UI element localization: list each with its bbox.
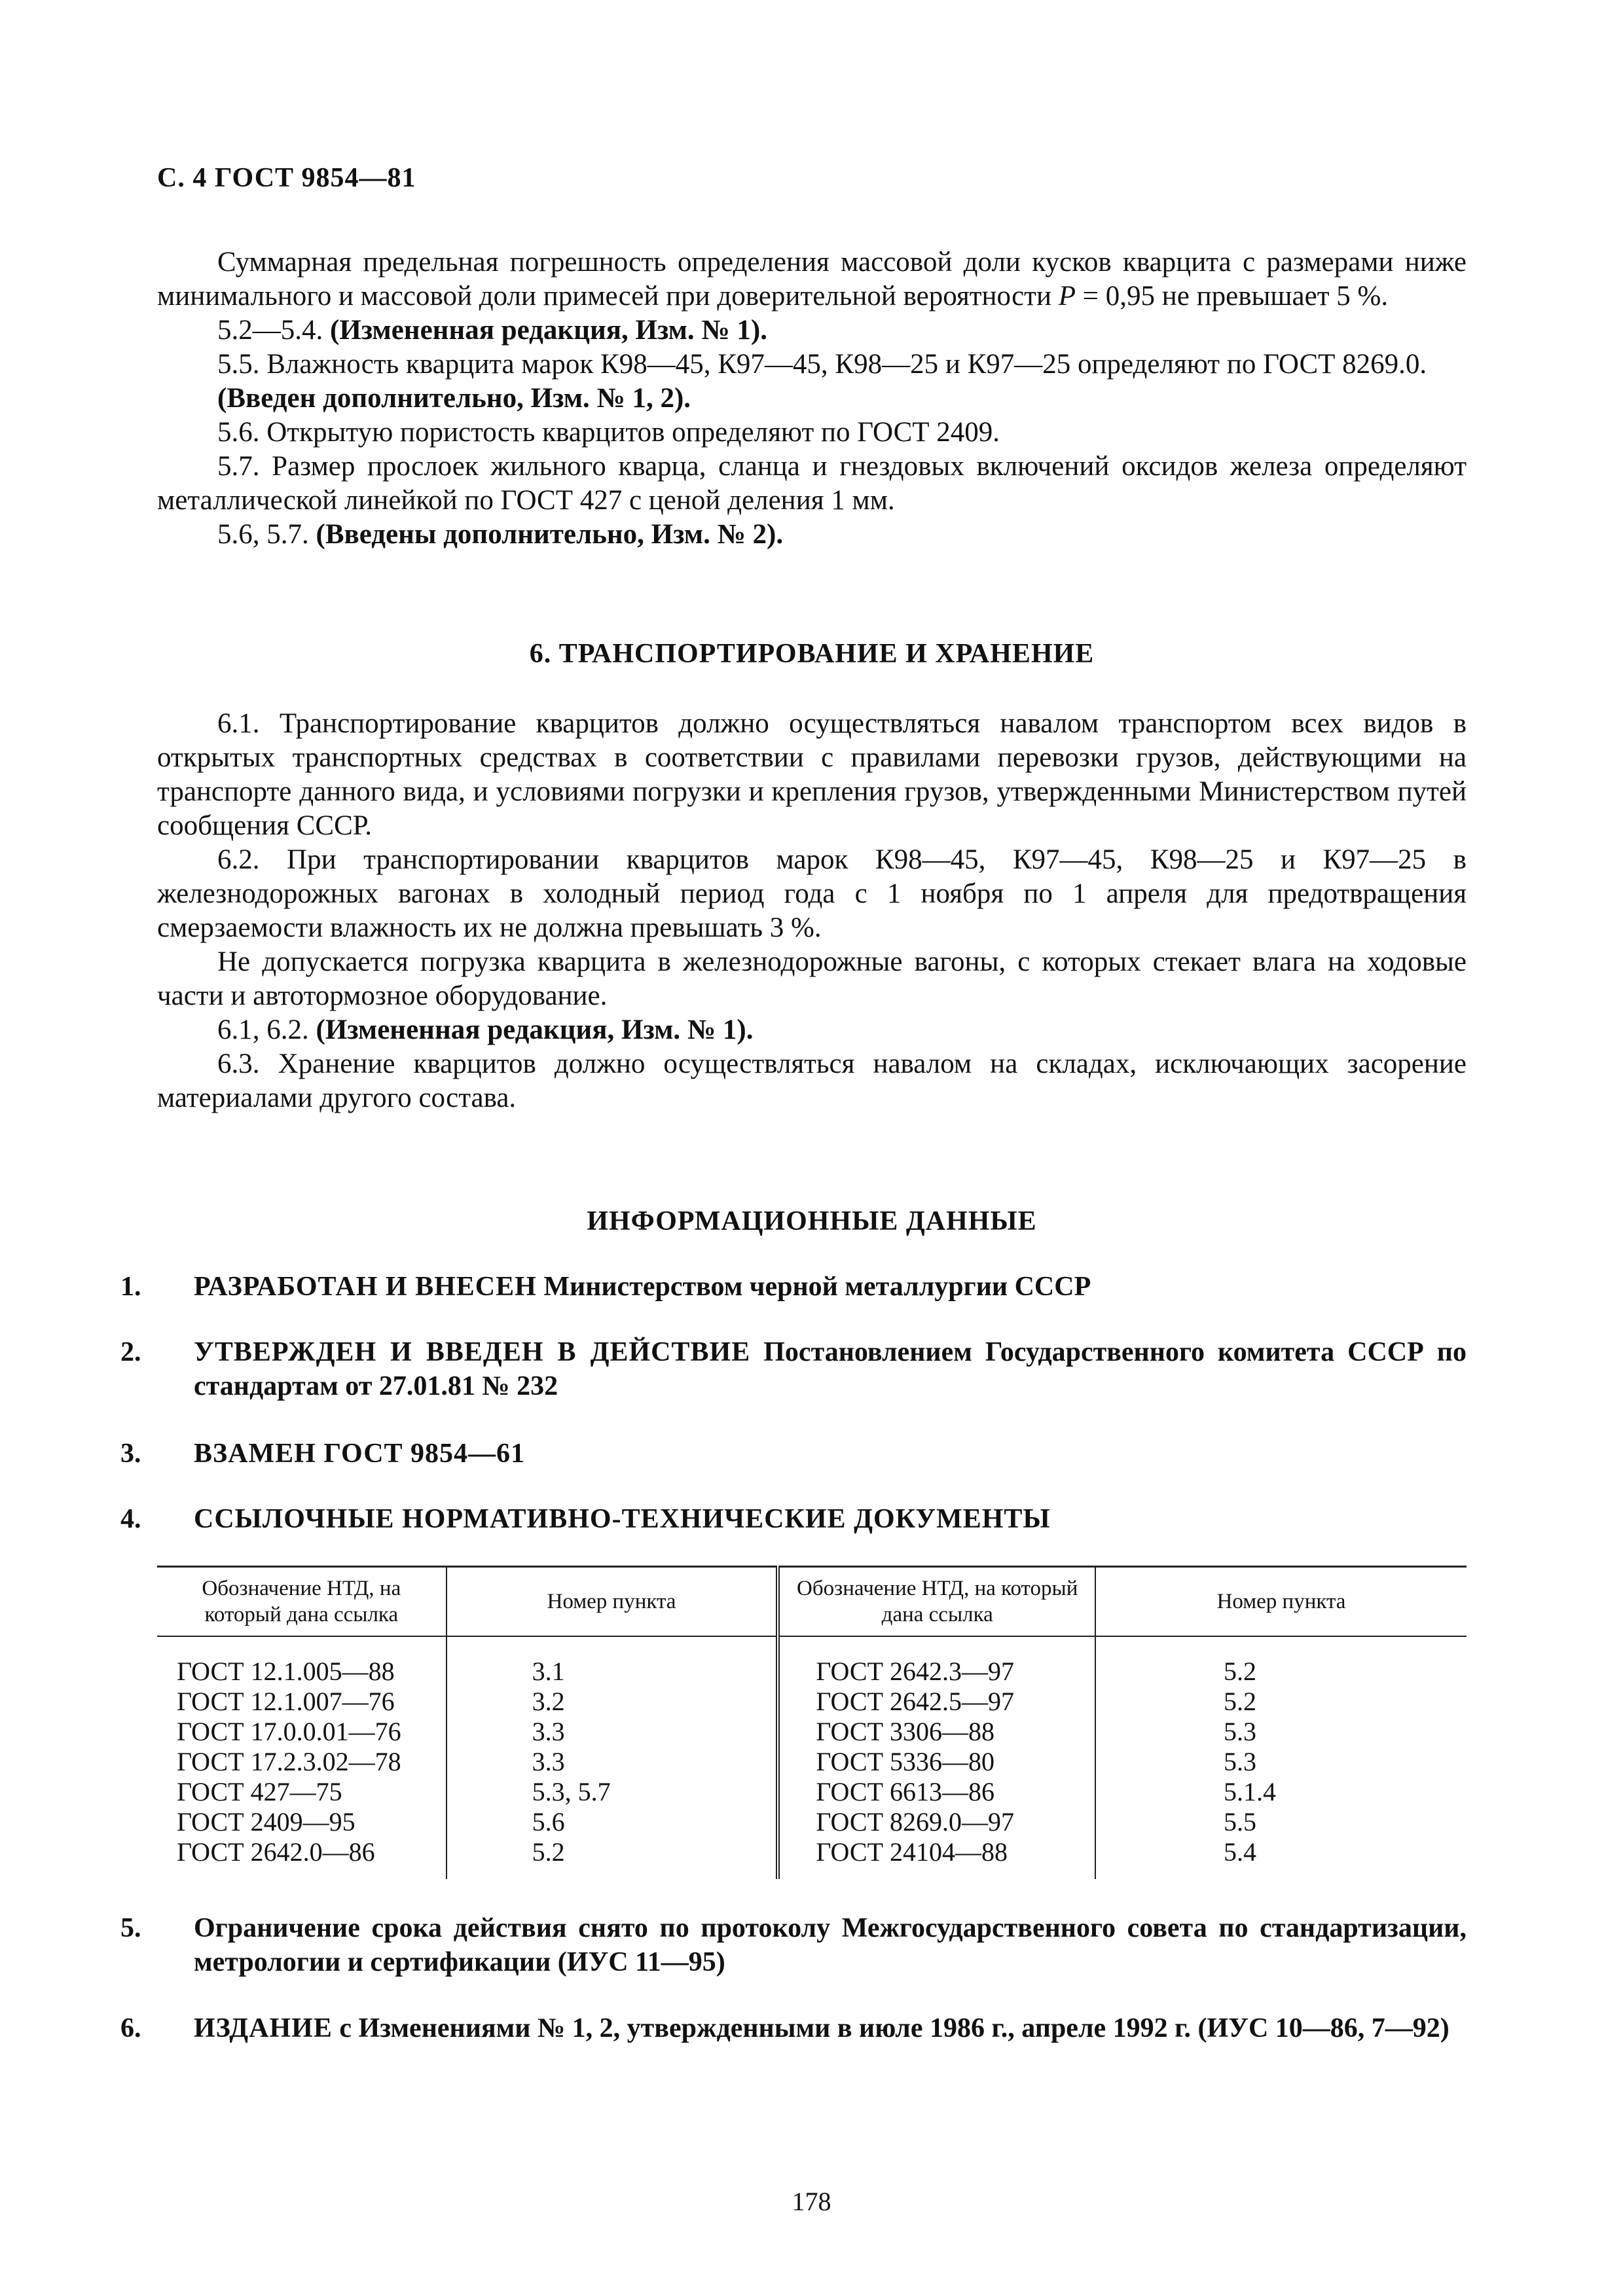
paragraph-5-7: 5.7. Размер прослоек жильного кварца, сланца и гнездовых включений оксидов железа определяют металлической линейкой по ГОСТ 427 с ценой деления 1 мм. xyxy=(157,451,1467,516)
header-doc-right: Обозначение НТД, на который дана ссылка xyxy=(778,1567,1095,1637)
info-item-6 xyxy=(120,2011,1467,2045)
running-header: С. 4 ГОСТ 9854—81 xyxy=(157,163,416,193)
paragraph-5-6: 5.6. Открытую пористость кварцитов определяют по ГОСТ 2409. xyxy=(217,417,1000,448)
left-items-cell: 3.1 3.2 3.3 3.3 5.3, 5.7 5.6 5.2 xyxy=(447,1636,778,1879)
item-text: ВЗАМЕН ГОСТ 9854—61 xyxy=(194,1439,526,1469)
item-number: 3. xyxy=(120,1439,141,1469)
clause-ref: 5.2—5.4. xyxy=(217,315,330,346)
header-item-left: Номер пункта xyxy=(447,1567,778,1637)
table-header-row xyxy=(157,1567,1467,1637)
section-5-body xyxy=(157,245,1467,552)
item-text: Министерством черной металлургии СССР xyxy=(536,1272,1091,1302)
clause-ref: 6.1, 6.2. xyxy=(217,1014,316,1045)
item-number: 6. xyxy=(120,2013,141,2043)
item-number: 5. xyxy=(120,1913,141,1943)
variable-p: P xyxy=(1058,281,1076,312)
page-number: 178 xyxy=(792,2187,831,2216)
text-run: = 0,95 не превышает 5 %. xyxy=(1076,281,1389,312)
paragraph-error-limit xyxy=(157,245,1467,314)
text-run: Суммарная предельная погрешность определения массовой доли кусков кварцита с размерами ниже минимального и массовой доли примесей при доверительной вероятности xyxy=(157,247,1467,312)
info-item-1 xyxy=(120,1270,1467,1304)
info-item-5 xyxy=(120,1911,1467,1979)
section-6-body xyxy=(157,707,1467,1115)
paragraph-6-3: 6.3. Хранение кварцитов должно осуществляться навалом на складах, исключающих засорение материалами другого состава. xyxy=(157,1049,1467,1113)
paragraph-5-5: 5.5. Влажность кварцита марок К98—45, К97—45, К98—25 и К97—25 определяют по ГОСТ 8269.0. xyxy=(217,349,1427,380)
item-caption: РАЗРАБОТАН И ВНЕСЕН xyxy=(194,1272,537,1302)
clause-ref: 5.6, 5.7. xyxy=(217,519,316,550)
right-docs-cell: ГОСТ 2642.3—97 ГОСТ 2642.5—97 ГОСТ 3306—88 ГОСТ 5336—80 ГОСТ 6613—86 ГОСТ 8269.0—97 ГОСТ 24104—88 xyxy=(778,1636,1095,1879)
references-table xyxy=(157,1566,1467,1879)
item-caption: ИЗДАНИЕ xyxy=(194,2013,333,2043)
amendment-note-5-5: (Введен дополнительно, Изм. № 1, 2). xyxy=(217,383,691,414)
header-doc-left: Обозначение НТД, на который дана ссылка xyxy=(157,1567,447,1637)
item-number: 4. xyxy=(120,1504,141,1534)
info-item-4 xyxy=(120,1502,1467,1536)
table-row xyxy=(157,1636,1467,1879)
item-text: Ограничение срока действия снято по протоколу Межгосударственного совета по стандартизации, метрологии и сертификации (ИУС 11—95) xyxy=(194,1913,1467,1977)
item-text: с Изменениями № 1, 2, утвержденными в июле 1986 г., апреле 1992 г. (ИУС 10—86, 7—92) xyxy=(332,2013,1450,2043)
left-docs-cell: ГОСТ 12.1.005—88 ГОСТ 12.1.007—76 ГОСТ 17.0.0.01—76 ГОСТ 17.2.3.02—78 ГОСТ 427—75 ГОСТ 2409—95 ГОСТ 2642.0—86 xyxy=(157,1636,447,1879)
right-items-cell: 5.2 5.2 5.3 5.3 5.1.4 5.5 5.4 xyxy=(1224,1657,1277,1867)
paragraph-6-2: 6.2. При транспортировании кварцитов марок К98—45, К97—45, К98—25 и К97—25 в железнодорожных вагонах в холодный период года с 1 ноября по 1 апреля для предотвращения смерзаемости влажность их не должна превышать 3 %. xyxy=(157,844,1467,943)
amendment-note: (Измененная редакция, Изм. № 1). xyxy=(330,315,767,346)
item-number: 1. xyxy=(120,1272,141,1302)
item-number: 2. xyxy=(120,1337,141,1367)
header-item-right: Номер пункта xyxy=(1095,1567,1467,1637)
paragraph-6-1: 6.1. Транспортирование кварцитов должно осуществляться навалом транспортом всех видов в открытых транспортных средствах в соответствии с правилами перевозки грузов, действующими на транспорте данного вида, и условиями погрузки и крепления грузов, утвержденными Министерством путей сообщения СССР. xyxy=(157,708,1467,841)
info-item-3 xyxy=(120,1437,1467,1471)
info-item-2 xyxy=(120,1335,1467,1403)
paragraph-6-1-6-2 xyxy=(157,1013,1467,1047)
amendment-note: (Измененная редакция, Изм. № 1). xyxy=(316,1014,754,1045)
paragraph-loading: Не допускается погрузка кварцита в железнодорожные вагоны, с которых стекает влага на ходовые части и автотормозное оборудование. xyxy=(157,946,1467,1011)
amendment-note: (Введены дополнительно, Изм. № 2). xyxy=(316,519,784,550)
paragraph-5-6-5-7 xyxy=(157,518,1467,552)
item-text: ССЫЛОЧНЫЕ НОРМАТИВНО-ТЕХНИЧЕСКИЕ ДОКУМЕНТЫ xyxy=(194,1504,1051,1534)
info-title: ИНФОРМАЦИОННЫЕ ДАННЫЕ xyxy=(587,1206,1037,1236)
paragraph-5-2-5-4 xyxy=(157,314,1467,348)
section-6-title: 6. ТРАНСПОРТИРОВАНИЕ И ХРАНЕНИЕ xyxy=(529,639,1095,669)
item-caption: УТВЕРЖДЕН И ВВЕДЕН В ДЕЙСТВИЕ xyxy=(194,1337,751,1367)
item-text: Постановлением Государственного комитета СССР по стандартам от 27.01.81 № 232 xyxy=(194,1337,1467,1401)
